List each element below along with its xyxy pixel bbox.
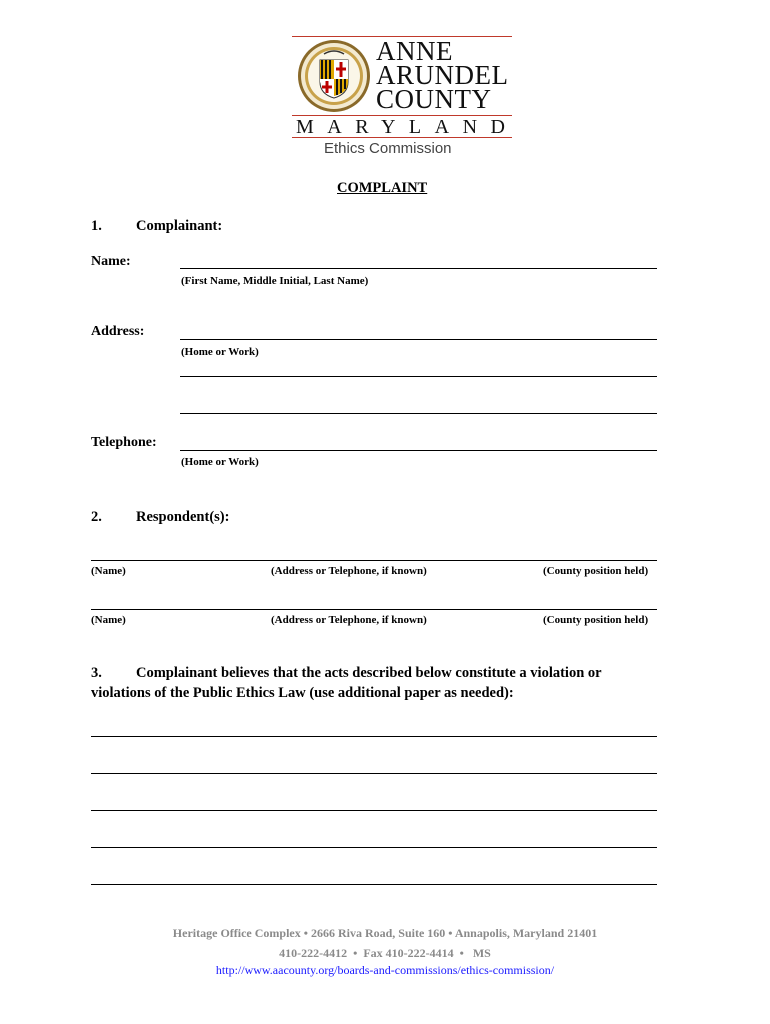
violation-input-line-4[interactable] bbox=[91, 847, 657, 848]
form-title: COMPLAINT bbox=[337, 180, 428, 196]
violation-input-line-1[interactable] bbox=[91, 736, 657, 737]
logo-word-county: COUNTY bbox=[376, 84, 492, 114]
county-logo bbox=[292, 36, 519, 160]
section3-text-line1: Complainant believes that the acts described below constitute a violation or bbox=[136, 665, 602, 681]
section3-text-line2: violations of the Public Ethics Law (use additional paper as needed): bbox=[91, 685, 514, 701]
section2-heading: Respondent(s): bbox=[136, 509, 230, 525]
respondent1-address-caption: (Address or Telephone, if known) bbox=[271, 565, 427, 577]
respondent1-position-caption: (County position held) bbox=[543, 565, 649, 577]
telephone-input-line[interactable] bbox=[180, 450, 657, 451]
address-hint: (Home or Work) bbox=[181, 346, 259, 358]
respondent1-input-line[interactable] bbox=[91, 560, 657, 561]
address-label: Address: bbox=[91, 324, 145, 339]
logo-subtitle: Ethics Commission bbox=[324, 140, 452, 157]
logo-bottom-rule bbox=[292, 137, 512, 138]
violation-input-line-5[interactable] bbox=[91, 884, 657, 885]
name-label: Name: bbox=[91, 254, 131, 269]
section3-number: 3. bbox=[91, 665, 102, 681]
respondent2-name-caption: (Name) bbox=[91, 614, 126, 626]
respondent1-name-caption: (Name) bbox=[91, 565, 126, 577]
violation-input-line-3[interactable] bbox=[91, 810, 657, 811]
section1-heading: Complainant: bbox=[136, 218, 223, 234]
section2-number: 2. bbox=[91, 509, 102, 525]
logo-word-arundel: ARUNDEL bbox=[376, 60, 509, 90]
logo-state: MARYLAND bbox=[296, 116, 519, 138]
name-input-line[interactable] bbox=[180, 268, 657, 269]
address-input-line-2[interactable] bbox=[180, 376, 657, 377]
logo-word-anne: ANNE bbox=[376, 36, 453, 66]
footer-phones: 410-222-4412 • Fax 410-222-4414 • MS bbox=[279, 946, 491, 960]
address-input-line-3[interactable] bbox=[180, 413, 657, 414]
telephone-hint: (Home or Work) bbox=[181, 456, 259, 468]
footer-url-link[interactable]: http://www.aacounty.org/boards-and-commissions/ethics-commission/ bbox=[215, 963, 555, 977]
section1-number: 1. bbox=[91, 218, 102, 234]
name-hint: (First Name, Middle Initial, Last Name) bbox=[181, 275, 369, 287]
telephone-label: Telephone: bbox=[91, 435, 157, 450]
respondent2-position-caption: (County position held) bbox=[543, 614, 649, 626]
address-input-line-1[interactable] bbox=[180, 339, 657, 340]
county-seal-icon bbox=[296, 38, 372, 114]
footer-address: Heritage Office Complex • 2666 Riva Road, Suite 160 • Annapolis, Maryland 21401 bbox=[172, 926, 598, 940]
respondent2-input-line[interactable] bbox=[91, 609, 657, 610]
respondent2-address-caption: (Address or Telephone, if known) bbox=[271, 614, 427, 626]
violation-input-line-2[interactable] bbox=[91, 773, 657, 774]
